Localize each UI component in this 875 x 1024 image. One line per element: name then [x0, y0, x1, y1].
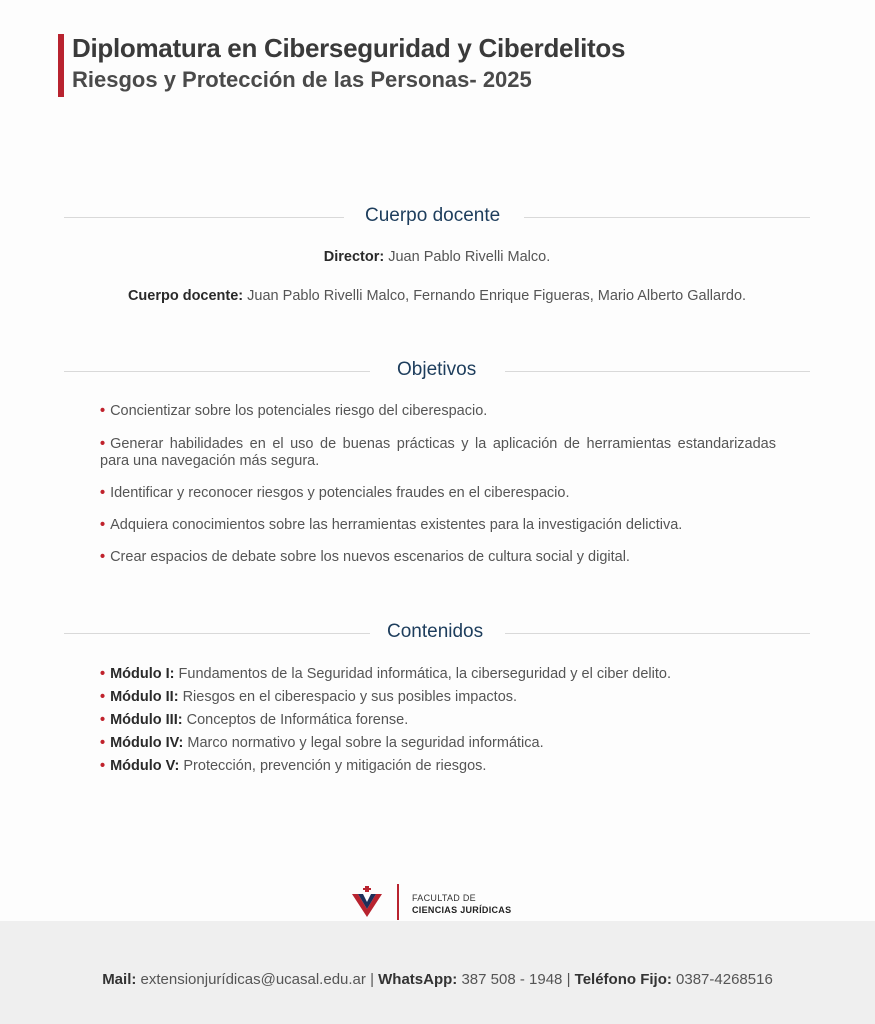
bullet-icon: •: [100, 689, 106, 705]
module-item: [100, 666, 800, 682]
bullet-icon: •: [100, 735, 106, 751]
module-text: Riesgos en el ciberespacio y sus posibles impactos.: [182, 689, 518, 705]
module-text: Conceptos de Informática forense.: [186, 712, 409, 728]
page-subtitle: Riesgos y Protección de las Personas- 2025: [72, 67, 532, 92]
bullet-icon: •: [100, 403, 106, 419]
objective-item: [100, 436, 776, 470]
objective-text: Concientizar sobre los potenciales riesgo del ciberespacio.: [110, 403, 488, 419]
module-text: Fundamentos de la Seguridad informática, la ciberseguridad y el ciber delito.: [178, 666, 672, 682]
divider-right: [524, 217, 810, 218]
module-item: [100, 758, 800, 774]
divider-left: [64, 371, 370, 372]
section-heading-contents: [64, 621, 810, 645]
mail-label: Mail:: [102, 971, 137, 988]
module-item: [100, 712, 800, 728]
phone-label: Teléfono Fijo:: [574, 971, 672, 988]
bullet-icon: •: [100, 758, 106, 774]
staff-line: [64, 288, 810, 304]
objective-item: [100, 549, 776, 566]
university-logo-icon: [351, 886, 383, 918]
mail-value[interactable]: extensionjurídicas@ucasal.edu.ar: [140, 971, 366, 988]
module-label: Módulo I:: [110, 666, 175, 682]
director-label: Director:: [323, 249, 385, 265]
objective-text: Adquiera conocimientos sobre las herramientas existentes para la investigación delictiva.: [110, 517, 683, 533]
whatsapp-value[interactable]: 387 508 - 1948: [461, 971, 563, 988]
bullet-icon: •: [100, 517, 106, 533]
phone-value[interactable]: 0387-4268516: [676, 971, 773, 988]
objective-item: [100, 403, 776, 420]
section-heading-teaching: [64, 205, 810, 229]
staff-value: Juan Pablo Rivelli Malco, Fernando Enrique Figueras, Mario Alberto Gallardo.: [247, 288, 747, 304]
module-label: Módulo IV:: [110, 735, 184, 751]
section-heading-objectives: [64, 359, 810, 383]
bullet-icon: •: [100, 549, 106, 565]
divider-left: [64, 217, 344, 218]
module-item: [100, 735, 800, 751]
module-text: Protección, prevención y mitigación de riesgos.: [183, 758, 487, 774]
divider-right: [505, 633, 810, 634]
module-text: Marco normativo y legal sobre la seguridad informática.: [187, 735, 544, 751]
bullet-icon: •: [100, 485, 106, 501]
logo-text-name: CIENCIAS JURÍDICAS: [412, 905, 512, 915]
footer: [0, 921, 875, 1024]
objective-text: Identificar y reconocer riesgos y potenciales fraudes en el ciberespacio.: [110, 485, 570, 501]
module-label: Módulo III:: [110, 712, 183, 728]
objective-text: Crear espacios de debate sobre los nuevos escenarios de cultura social y digital.: [110, 549, 630, 565]
bullet-icon: •: [100, 712, 106, 728]
section-title: Cuerpo docente: [365, 205, 501, 226]
divider-left: [64, 633, 370, 634]
director-line: [64, 249, 810, 265]
objective-text: Generar habilidades en el uso de buenas prácticas y la aplicación de herramientas estandarizadas para una navegación más segura.: [100, 436, 776, 469]
module-label: Módulo II:: [110, 689, 179, 705]
logo-divider: [397, 884, 399, 920]
divider-right: [505, 371, 810, 372]
objective-item: [100, 517, 776, 534]
separator: |: [370, 971, 374, 988]
staff-label: Cuerpo docente:: [127, 288, 244, 304]
bullet-icon: •: [100, 436, 106, 452]
objective-item: [100, 485, 776, 502]
contact-line: [0, 971, 875, 988]
section-title: Objetivos: [397, 359, 477, 380]
director-value: Juan Pablo Rivelli Malco.: [388, 249, 551, 265]
whatsapp-label: WhatsApp:: [378, 971, 458, 988]
section-title: Contenidos: [387, 621, 484, 642]
page-title: Diplomatura en Ciberseguridad y Ciberdelitos: [72, 33, 626, 63]
title-accent-bar: [58, 34, 64, 97]
module-item: [100, 689, 800, 705]
bullet-icon: •: [100, 666, 106, 682]
separator: |: [566, 971, 571, 988]
logo-text-faculty: FACULTAD DE: [412, 893, 476, 903]
module-label: Módulo V:: [110, 758, 180, 774]
